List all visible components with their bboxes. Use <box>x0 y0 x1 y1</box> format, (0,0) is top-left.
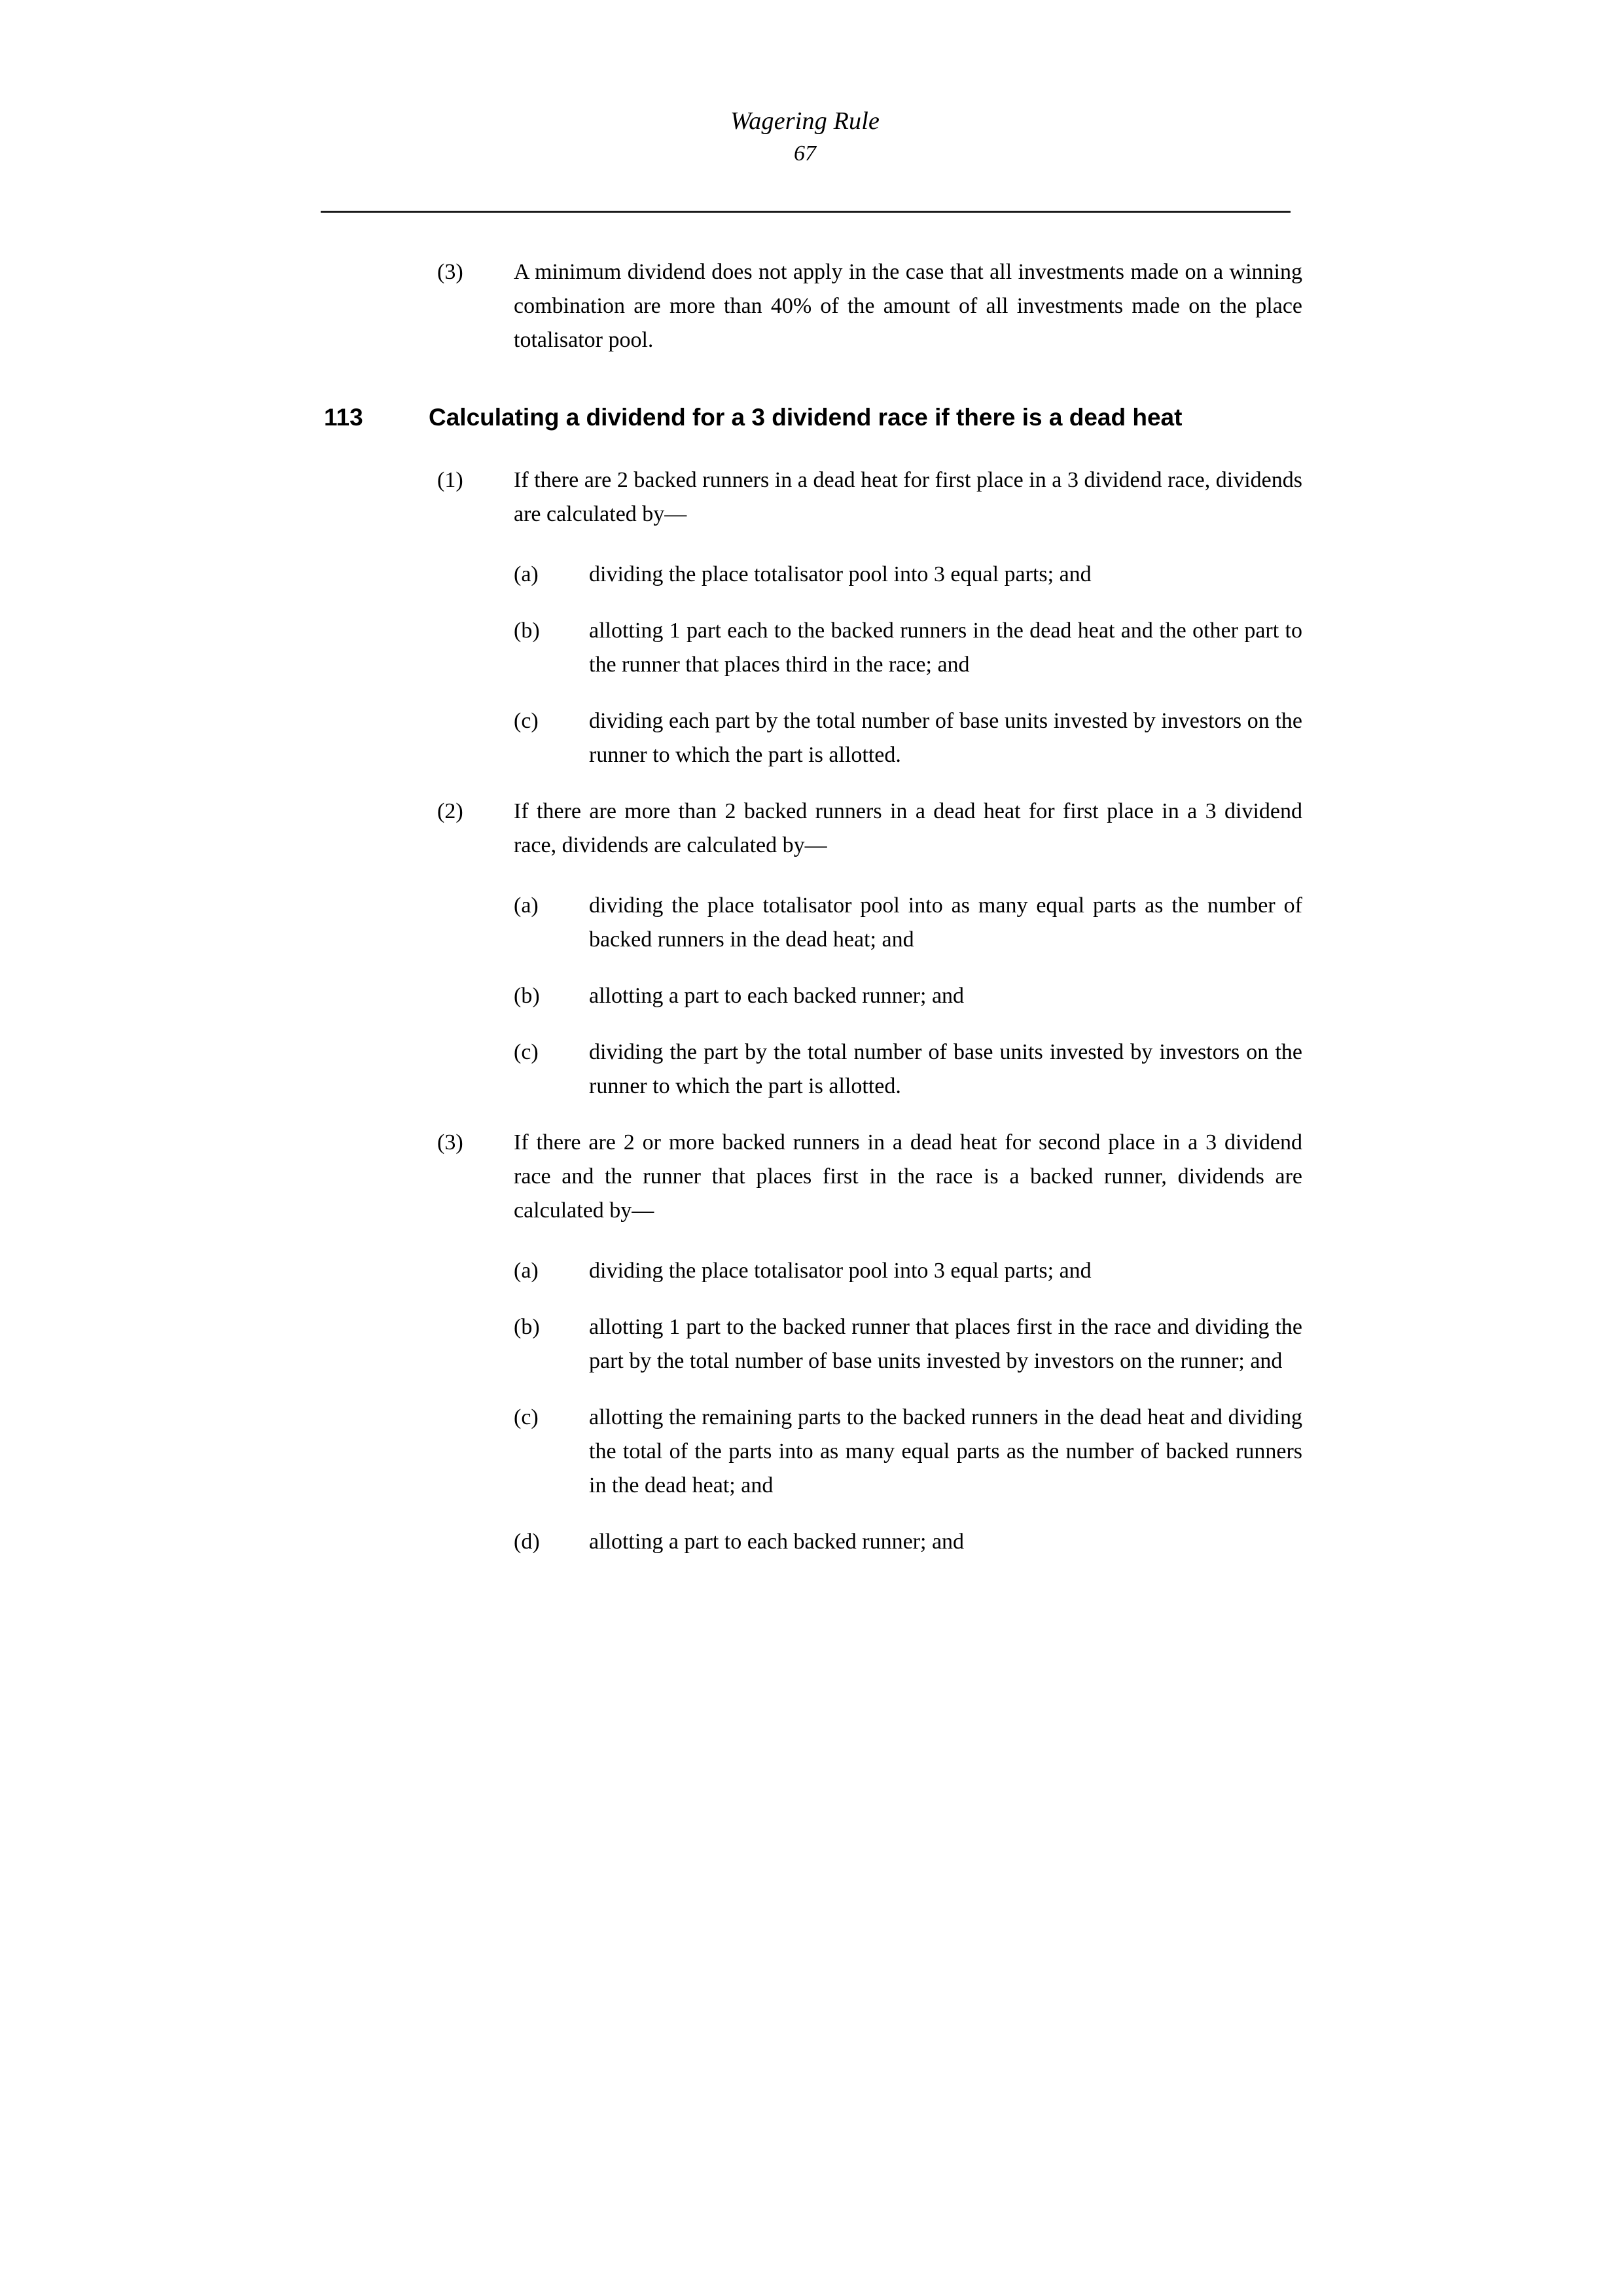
subsection-text: If there are more than 2 backed runners in a dead heat for first place in a 3 dividend race, dividends are calculated by— <box>514 799 1302 857</box>
header-divider <box>321 211 1291 213</box>
list-item <box>0 979 1623 1013</box>
item-text: dividing the part by the total number of base units invested by investors on the runner to which the part is allotted. <box>589 1040 1302 1098</box>
subsection-marker: (3) <box>437 1130 463 1155</box>
section-title: Calculating a dividend for a 3 dividend race if there is a dead heat <box>429 404 1183 431</box>
item-marker: (c) <box>514 709 539 733</box>
item-marker: (a) <box>514 562 539 586</box>
item-text: allotting the remaining parts to the backed runners in the dead heat and dividing the total of the parts into as many equal parts as the number of backed runners in the dead heat; and <box>589 1405 1302 1498</box>
list-item <box>0 1401 1623 1503</box>
item-marker: (a) <box>514 893 539 918</box>
list-item <box>0 1254 1623 1288</box>
subsection-text: A minimum dividend does not apply in the case that all investments made on a winning combination are more than 40% of the amount of all investments made on the place totalisator pool. <box>514 260 1302 352</box>
item-list <box>0 889 1623 1103</box>
subsection-marker: (1) <box>437 468 463 492</box>
item-text: allotting 1 part to the backed runner that places first in the race and dividing the part by the total number of base units invested by investors on the runner; and <box>589 1315 1302 1373</box>
subsection-2 <box>0 795 1623 863</box>
item-marker: (c) <box>514 1405 539 1429</box>
section-number: 113 <box>324 404 363 431</box>
item-list <box>0 1254 1623 1559</box>
item-list <box>0 558 1623 772</box>
subsection-text: If there are 2 or more backed runners in a dead heat for second place in a 3 dividend race and the runner that places first in the race is a backed runner, dividends are calculated by— <box>514 1130 1302 1223</box>
item-marker: (a) <box>514 1259 539 1283</box>
item-marker: (b) <box>514 984 540 1008</box>
list-item <box>0 889 1623 957</box>
subsection-lead <box>0 255 1623 357</box>
item-marker: (b) <box>514 1315 540 1339</box>
subsection-text: If there are 2 backed runners in a dead heat for first place in a 3 dividend race, dividends are calculated by— <box>514 468 1302 526</box>
item-marker: (c) <box>514 1040 539 1064</box>
subsection-3 <box>0 1126 1623 1228</box>
item-text: allotting a part to each backed runner; and <box>589 984 965 1008</box>
running-title: Wagering Rule <box>730 107 880 135</box>
subsection-marker: (3) <box>437 260 463 284</box>
list-item <box>0 1035 1623 1103</box>
list-item <box>0 614 1623 682</box>
subsection-marker: (2) <box>437 799 463 823</box>
list-item <box>0 1525 1623 1559</box>
list-item <box>0 704 1623 772</box>
item-marker: (d) <box>514 1530 540 1554</box>
item-text: allotting a part to each backed runner; and <box>589 1530 965 1554</box>
item-text: dividing each part by the total number of base units invested by investors on the runner to which the part is allotted. <box>589 709 1302 767</box>
item-marker: (b) <box>514 619 540 643</box>
page-number: 67 <box>794 141 816 166</box>
subsection-1 <box>0 463 1623 531</box>
page-body <box>0 255 1623 1581</box>
item-text: dividing the place totalisator pool into as many equal parts as the number of backed runners in the dead heat; and <box>589 893 1302 952</box>
item-text: dividing the place totalisator pool into 3 equal parts; and <box>589 562 1092 586</box>
section-heading <box>0 401 1623 435</box>
page-header <box>321 105 1289 169</box>
list-item <box>0 558 1623 592</box>
item-text: allotting 1 part each to the backed runners in the dead heat and the other part to the runner that places third in the race; and <box>589 619 1302 677</box>
item-text: dividing the place totalisator pool into 3 equal parts; and <box>589 1259 1092 1283</box>
list-item <box>0 1310 1623 1378</box>
